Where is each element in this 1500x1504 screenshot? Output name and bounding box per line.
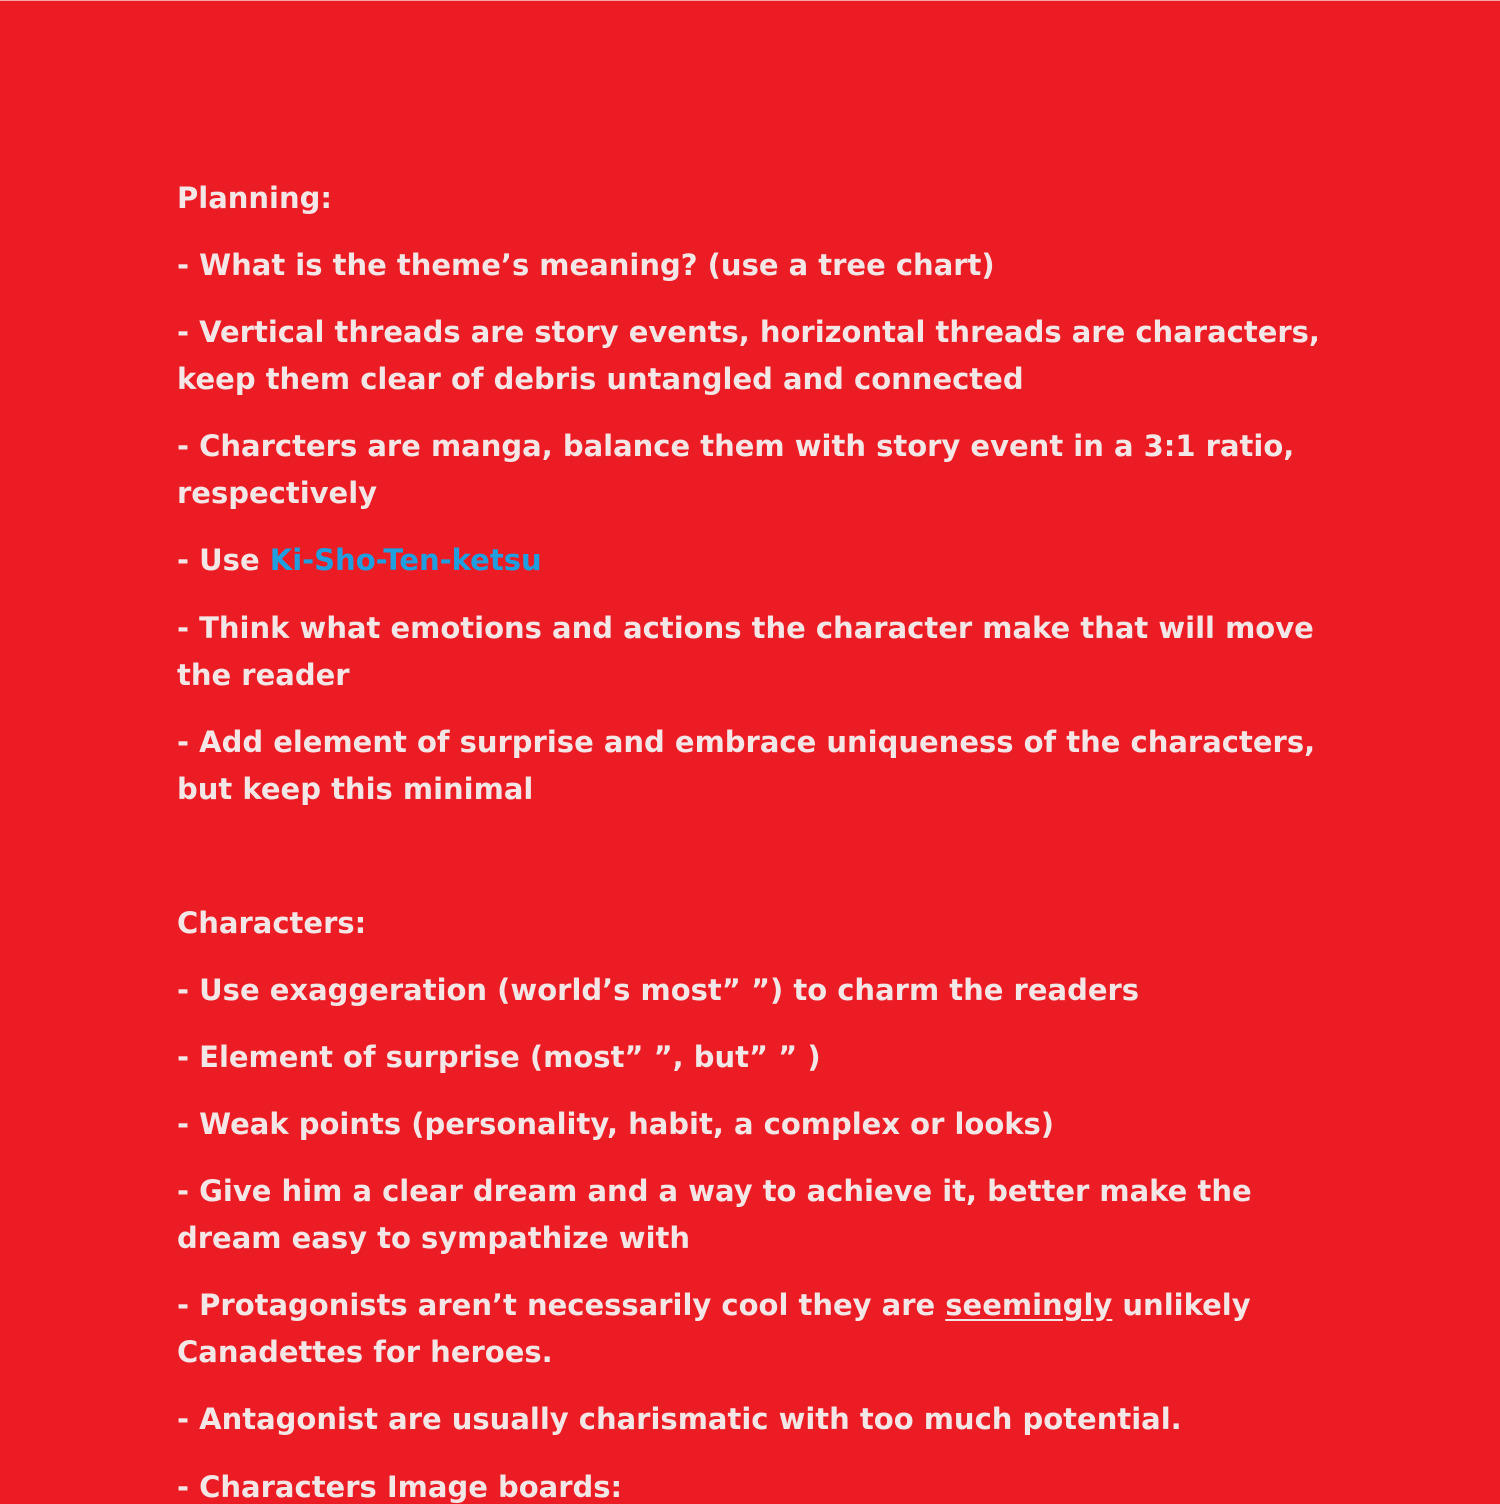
planning-item-balance-line-1: - Charcters are manga, balance them with story event in a 3:1 ratio, (177, 429, 1295, 463)
planning-item-emotions-line-1: - Think what emotions and actions the character make that will move (177, 611, 1314, 645)
planning-item-surprise-line-2: but keep this minimal (177, 772, 534, 806)
planning-item-balance-line-2: respectively (177, 476, 378, 510)
planning-item-emotions-line-2: the reader (177, 658, 350, 692)
page-top-border (0, 0, 1500, 1)
planning-item-surprise-line-1: - Add element of surprise and embrace uniqueness of the characters, (177, 725, 1316, 759)
protagonists-underlined-word: seemingly (945, 1288, 1113, 1322)
planning-item-threads-line-2: keep them clear of debris untangled and connected (177, 362, 1024, 396)
characters-item-image-boards: - Characters Image boards: (177, 1470, 623, 1504)
characters-item-protagonists-line-2: Canadettes for heroes. (177, 1335, 553, 1369)
characters-item-exaggeration: - Use exaggeration (world’s most” ”) to charm the readers (177, 973, 1140, 1007)
protagonists-prefix: - Protagonists aren’t necessarily cool they are (177, 1288, 946, 1322)
kishotenketsu-link[interactable]: Ki-Sho-Ten-ketsu (269, 543, 542, 577)
characters-item-antagonist: - Antagonist are usually charismatic with too much potential. (177, 1402, 1182, 1436)
characters-item-surprise: - Element of surprise (most” ”, but” ” ) (177, 1040, 821, 1074)
planning-item-threads-line-1: - Vertical threads are story events, horizontal threads are characters, (177, 315, 1320, 349)
planning-heading: Planning: (177, 181, 332, 215)
protagonists-suffix: unlikely (1112, 1288, 1251, 1322)
planning-item-use-prefix: - Use (177, 543, 270, 577)
characters-heading: Characters: (177, 906, 367, 940)
characters-item-dream-line-1: - Give him a clear dream and a way to achieve it, better make the (177, 1174, 1252, 1208)
planning-item-use (177, 543, 542, 577)
characters-item-weak-points: - Weak points (personality, habit, a complex or looks) (177, 1107, 1055, 1141)
characters-item-protagonists-line-1 (177, 1288, 1251, 1322)
characters-item-dream-line-2: dream easy to sympathize with (177, 1221, 691, 1255)
planning-item-theme: - What is the theme’s meaning? (use a tree chart) (177, 248, 995, 282)
